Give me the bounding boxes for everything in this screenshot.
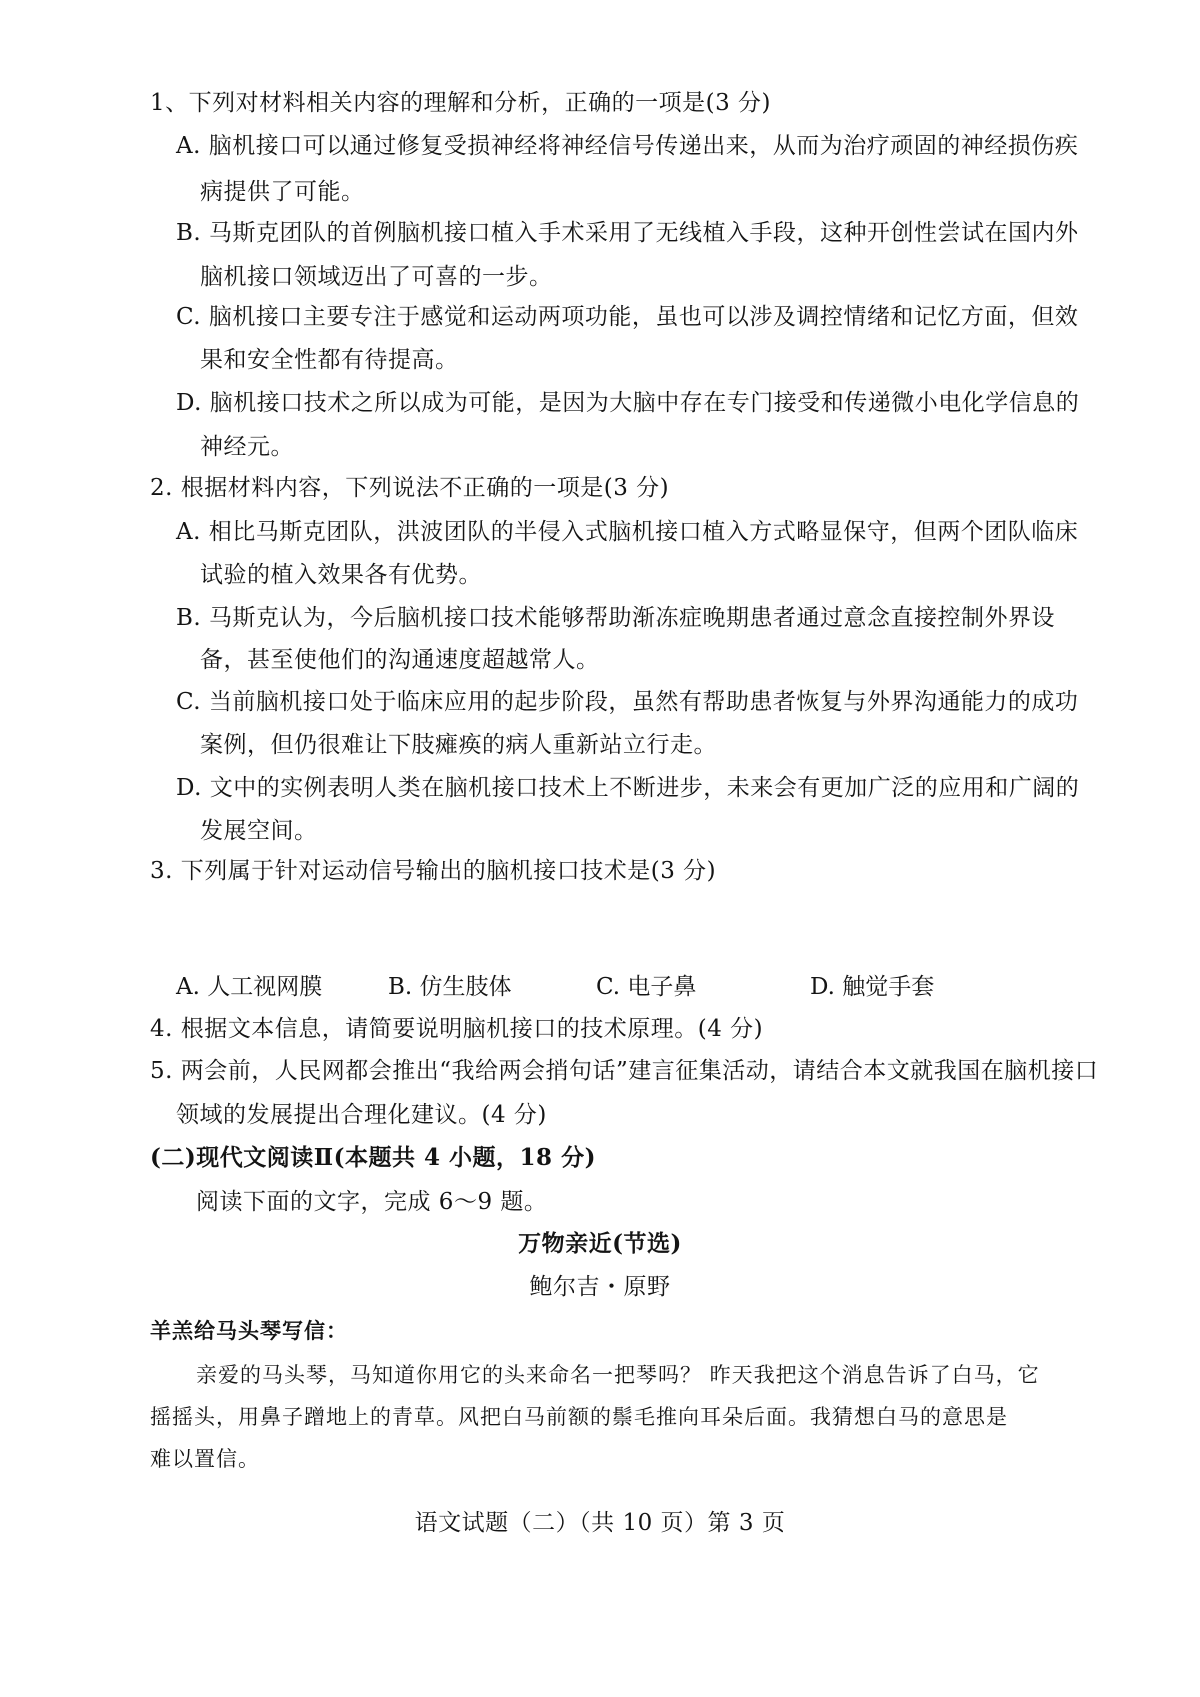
question-3-stem: 3. 下列属于针对运动信号输出的脑机接口技术是(3 分) bbox=[150, 858, 717, 884]
question-1-option-d-cont: 神经元。 bbox=[200, 434, 294, 460]
section-heading: (二)现代文阅读Ⅱ(本题共 4 小题，18 分) bbox=[150, 1144, 596, 1171]
question-2-option-a-cont: 试验的植入效果各有优势。 bbox=[200, 562, 482, 588]
question-4-stem: 4. 根据文本信息，请简要说明脑机接口的技术原理。(4 分) bbox=[150, 1016, 764, 1042]
question-3-option-a: A. 人工视网膜 bbox=[176, 974, 323, 1000]
question-2-stem: 2. 根据材料内容，下列说法不正确的一项是(3 分) bbox=[150, 475, 670, 501]
letter-heading: 羊羔给马头琴写信： bbox=[150, 1319, 348, 1343]
question-3-option-c: C. 电子鼻 bbox=[596, 974, 697, 1000]
question-1-option-b-cont: 脑机接口领域迈出了可喜的一步。 bbox=[200, 264, 553, 290]
letter-paragraph-line-1: 亲爱的马头琴，马知道你用它的头来命名一把琴吗？ 昨天我把这个消息告诉了白马，它 bbox=[196, 1363, 1040, 1387]
page-footer: 语文试题（二）（共 10 页）第 3 页 bbox=[414, 1510, 786, 1536]
question-1-option-a-cont: 病提供了可能。 bbox=[200, 179, 365, 205]
question-2-option-a: A. 相比马斯克团队，洪波团队的半侵入式脑机接口植入方式略显保守，但两个团队临床 bbox=[176, 519, 1079, 545]
question-2-option-b-cont: 备，甚至使他们的沟通速度超越常人。 bbox=[200, 647, 600, 673]
question-1-option-d: D. 脑机接口技术之所以成为可能，是因为大脑中存在专门接受和传递微小电化学信息的 bbox=[176, 390, 1080, 416]
article-title: 万物亲近(节选) bbox=[518, 1230, 682, 1257]
question-5-stem-cont: 领域的发展提出合理化建议。(4 分) bbox=[176, 1102, 547, 1128]
question-3-option-b: B. 仿生肢体 bbox=[388, 974, 512, 1000]
question-2-option-b: B. 马斯克认为，今后脑机接口技术能够帮助渐冻症晚期患者通过意念直接控制外界设 bbox=[176, 605, 1056, 631]
question-3-option-d: D. 触觉手套 bbox=[810, 974, 935, 1000]
letter-paragraph-line-3: 难以置信。 bbox=[150, 1447, 260, 1471]
section-instruction: 阅读下面的文字，完成 6～9 题。 bbox=[196, 1189, 548, 1215]
question-2-option-d: D. 文中的实例表明人类在脑机接口技术上不断进步，未来会有更加广泛的应用和广阔的 bbox=[176, 775, 1080, 801]
question-2-option-c: C. 当前脑机接口处于临床应用的起步阶段，虽然有帮助患者恢复与外界沟通能力的成功 bbox=[176, 689, 1079, 715]
article-author: 鲍尔吉・原野 bbox=[529, 1274, 671, 1300]
question-1-option-c: C. 脑机接口主要专注于感觉和运动两项功能，虽也可以涉及调控情绪和记忆方面，但效 bbox=[176, 304, 1079, 330]
question-1-option-b: B. 马斯克团队的首例脑机接口植入手术采用了无线植入手段，这种开创性尝试在国内外 bbox=[176, 220, 1079, 246]
question-1-option-c-cont: 果和安全性都有待提高。 bbox=[200, 347, 459, 373]
letter-paragraph-line-2: 摇摇头，用鼻子蹭地上的青草。风把白马前额的鬃毛推向耳朵后面。我猜想白马的意思是 bbox=[150, 1405, 1008, 1429]
question-1-stem: 1、下列对材料相关内容的理解和分析，正确的一项是(3 分) bbox=[150, 90, 772, 116]
question-1-option-a: A. 脑机接口可以通过修复受损神经将神经信号传递出来，从而为治疗顽固的神经损伤疾 bbox=[176, 133, 1079, 159]
question-2-option-d-cont: 发展空间。 bbox=[200, 818, 318, 844]
question-5-stem: 5. 两会前，人民网都会推出“我给两会捎句话”建言征集活动，请结合本文就我国在脑机接口 bbox=[150, 1058, 1099, 1084]
question-2-option-c-cont: 案例，但仍很难让下肢瘫痪的病人重新站立行走。 bbox=[200, 732, 717, 758]
